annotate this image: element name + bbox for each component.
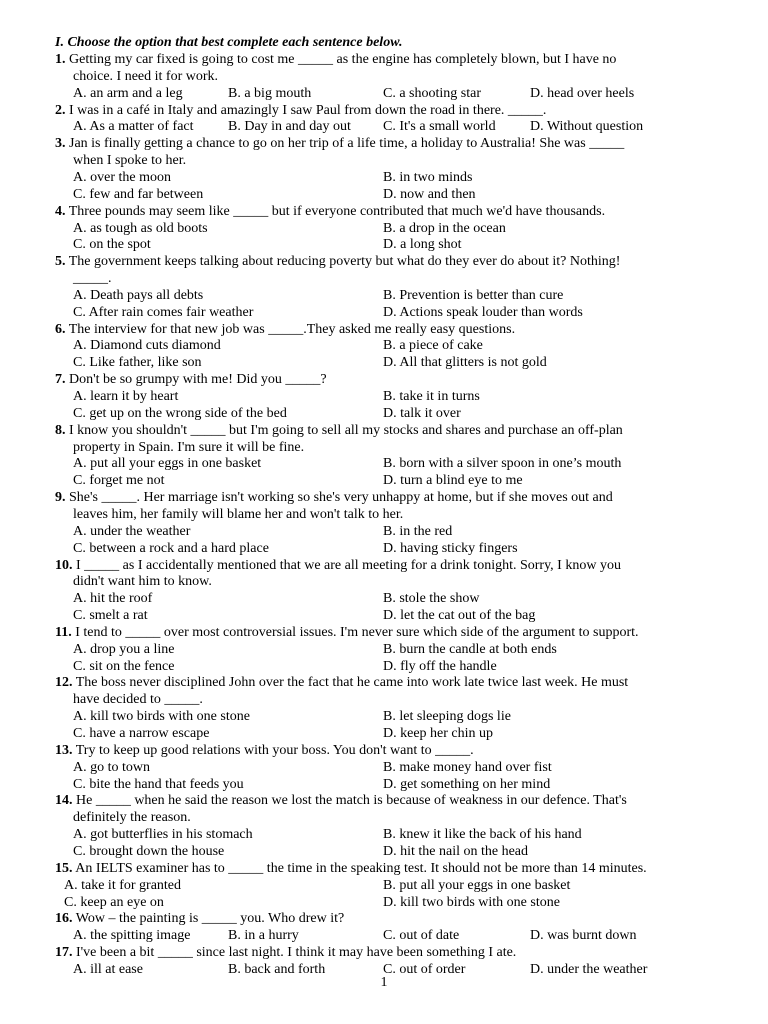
question-number: 7. <box>55 372 66 388</box>
answer-option: A. Death pays all debts <box>73 287 204 303</box>
question-stem <box>55 490 613 507</box>
question-stem <box>55 136 624 153</box>
answer-option: A. put all your eggs in one basket <box>73 456 262 472</box>
answer-option: A. the spitting image <box>73 928 191 944</box>
question-number: 9. <box>55 490 66 506</box>
answer-option: A. take it for granted <box>64 877 182 893</box>
answer-option: B. make money hand over fist <box>383 759 552 775</box>
question-stem <box>55 625 639 642</box>
answer-option: A. Diamond cuts diamond <box>73 338 221 354</box>
answer-option: A. an arm and a leg <box>73 85 183 101</box>
answer-option: C. smelt a rat <box>73 608 148 624</box>
question-stem <box>55 204 605 221</box>
question-text-continued: property in Spain. I'm sure it will be fine. <box>73 439 305 455</box>
answer-option: D. a long shot <box>383 237 462 253</box>
question-number: 16. <box>55 911 73 927</box>
question-number: 15. <box>55 860 73 876</box>
answer-option: A. under the weather <box>73 523 191 539</box>
question-number: 6. <box>55 321 66 337</box>
answer-option: C. brought down the house <box>73 843 225 859</box>
answer-option: B. stole the show <box>383 591 480 607</box>
question-number: 17. <box>55 945 73 961</box>
question-text: The boss never disciplined John over the fact that he came into work late twice last week. He must <box>75 675 629 691</box>
question-text: I tend to _____ over most controversial issues. I'm never sure which side of the argument to support. <box>75 624 639 640</box>
question-number: 12. <box>55 675 73 691</box>
answer-option: D. head over heels <box>530 85 635 101</box>
answer-option: A. over the moon <box>73 169 171 185</box>
answer-option: D. Actions speak louder than words <box>383 304 583 320</box>
answer-option: B. back and forth <box>228 961 326 977</box>
answer-option: D. fly off the handle <box>383 658 497 674</box>
answer-option: D. turn a blind eye to me <box>383 473 523 489</box>
question-stem <box>55 103 546 120</box>
question-text: An IELTS examiner has to _____ the time in the speaking test. It should not be more than 14 minutes. <box>75 860 647 876</box>
answer-option: B. Prevention is better than cure <box>383 287 564 303</box>
question-text: The government keeps talking about reducing poverty but what do they ever do about it? Nothing! <box>68 254 621 270</box>
question-text-continued: choice. I need it for work. <box>73 68 218 84</box>
answer-option: D. hit the nail on the head <box>383 843 529 859</box>
question-number: 2. <box>55 102 66 118</box>
question-number: 10. <box>55 557 73 573</box>
answer-option: C. few and far between <box>73 186 204 202</box>
answer-option: A. as tough as old boots <box>73 220 208 236</box>
answer-option: D. under the weather <box>530 961 648 977</box>
answer-option: D. was burnt down <box>530 928 637 944</box>
answer-option: A. learn it by heart <box>73 389 179 404</box>
answer-option: C. forget me not <box>73 473 165 489</box>
question-stem <box>55 372 327 389</box>
question-text-continued: _____. <box>73 271 112 287</box>
question-text: Getting my car fixed is going to cost me _____ as the engine has completely blown, but I have no <box>69 52 617 67</box>
question-number: 4. <box>55 203 66 219</box>
answer-option: A. got butterflies in his stomach <box>73 827 253 843</box>
question-number: 8. <box>55 422 66 438</box>
answer-option: D. keep her chin up <box>383 726 494 741</box>
question-number: 1. <box>55 52 66 67</box>
answer-option: A. kill two birds with one stone <box>73 709 250 725</box>
answer-option: B. in two minds <box>383 169 473 185</box>
question-number: 3. <box>55 136 66 152</box>
answer-option: A. hit the roof <box>73 591 153 607</box>
answer-option: C. keep an eye on <box>64 894 164 910</box>
answer-option: C. have a narrow escape <box>73 726 210 741</box>
answer-option: D. get something on her mind <box>383 776 551 792</box>
question-stem <box>55 322 515 339</box>
question-text-continued: didn't want him to know. <box>73 574 212 590</box>
question-text: She's _____. Her marriage isn't working so she's very unhappy at home, but if she moves out and <box>69 490 613 506</box>
question-stem <box>55 423 623 440</box>
answer-option: C. out of order <box>383 961 466 977</box>
answer-option: B. in a hurry <box>228 928 299 944</box>
answer-option: A. go to town <box>73 759 150 775</box>
answer-option: D. All that glitters is not gold <box>383 355 547 371</box>
instruction-heading: I. Choose the option that best complete each sentence below. <box>55 35 403 50</box>
page-number: 1 <box>380 975 388 990</box>
question-number: 11. <box>55 624 72 640</box>
question-stem <box>55 558 621 575</box>
question-text: Don't be so grumpy with me! Did you _____? <box>69 372 327 388</box>
question-text: Wow – the painting is _____ you. Who drew it? <box>75 911 345 927</box>
answer-option: D. now and then <box>383 186 476 202</box>
question-stem <box>55 793 627 810</box>
question-text: Three pounds may seem like _____ but if everyone contributed that much we'd have thousands. <box>68 203 606 219</box>
question-stem <box>55 945 516 962</box>
answer-option: C. a shooting star <box>383 85 481 101</box>
question-text-continued: leaves him, her family will blame her and won't talk to her. <box>73 506 404 522</box>
answer-option: C. It's a small world <box>383 119 496 135</box>
answer-option: C. get up on the wrong side of the bed <box>73 405 287 421</box>
question-text: Jan is finally getting a chance to go on her trip of a life time, a holiday to Australia! She was _____ <box>69 136 625 152</box>
question-text: The interview for that new job was _____.They asked me really easy questions. <box>68 321 516 337</box>
answer-option: B. in the red <box>383 523 453 539</box>
answer-option: A. As a matter of fact <box>73 119 194 135</box>
answer-option: B. Day in and day out <box>228 119 351 135</box>
answer-option: B. take it in turns <box>383 389 480 404</box>
question-number: 5. <box>55 254 66 270</box>
answer-option: C. Like father, like son <box>73 355 202 371</box>
answer-option: D. kill two birds with one stone <box>383 894 560 910</box>
answer-option: C. sit on the fence <box>73 658 175 674</box>
answer-option: B. a drop in the ocean <box>383 220 506 236</box>
answer-option: D. talk it over <box>383 405 461 421</box>
answer-option: D. having sticky fingers <box>383 540 518 556</box>
question-number: 13. <box>55 742 73 758</box>
question-text: I've been a bit _____ since last night. I think it may have been something I ate. <box>76 945 517 961</box>
question-stem <box>55 52 616 69</box>
answer-option: C. After rain comes fair weather <box>73 304 254 320</box>
question-text: I _____ as I accidentally mentioned that we are all meeting for a drink tonight. Sorry, I know you <box>76 557 621 573</box>
question-stem <box>55 911 344 928</box>
answer-option: D. Without question <box>530 119 644 135</box>
answer-option: D. let the cat out of the bag <box>383 608 536 624</box>
question-text-continued: definitely the reason. <box>73 810 191 826</box>
question-text-continued: have decided to _____. <box>73 692 203 708</box>
question-number: 14. <box>55 793 73 809</box>
answer-option: C. out of date <box>383 928 460 944</box>
answer-option: C. bite the hand that feeds you <box>73 776 244 792</box>
question-text-continued: when I spoke to her. <box>73 153 187 169</box>
question-stem <box>55 254 620 271</box>
question-stem <box>55 675 628 692</box>
answer-option: B. put all your eggs in one basket <box>383 877 571 893</box>
answer-option: B. knew it like the back of his hand <box>383 827 582 843</box>
question-text: He _____ when he said the reason we lost the match is because of weakness in our defence. That's <box>76 793 627 809</box>
question-text: I was in a café in Italy and amazingly I saw Paul from down the road in there. _____. <box>69 102 547 118</box>
question-stem <box>55 743 474 760</box>
answer-option: B. born with a silver spoon in one’s mouth <box>383 456 622 472</box>
answer-option: A. ill at ease <box>73 961 143 977</box>
question-stem <box>55 861 647 878</box>
answer-option: B. a big mouth <box>228 85 312 101</box>
answer-option: B. burn the candle at both ends <box>383 641 557 657</box>
answer-option: A. drop you a line <box>73 641 175 657</box>
question-text: Try to keep up good relations with your boss. You don't want to _____. <box>75 742 474 758</box>
answer-option: C. on the spot <box>73 237 151 253</box>
answer-option: C. between a rock and a hard place <box>73 540 269 556</box>
answer-option: B. a piece of cake <box>383 338 483 354</box>
question-text: I know you shouldn't _____ but I'm going to sell all my stocks and shares and purchase an off-plan <box>69 422 623 438</box>
answer-option: B. let sleeping dogs lie <box>383 709 511 725</box>
